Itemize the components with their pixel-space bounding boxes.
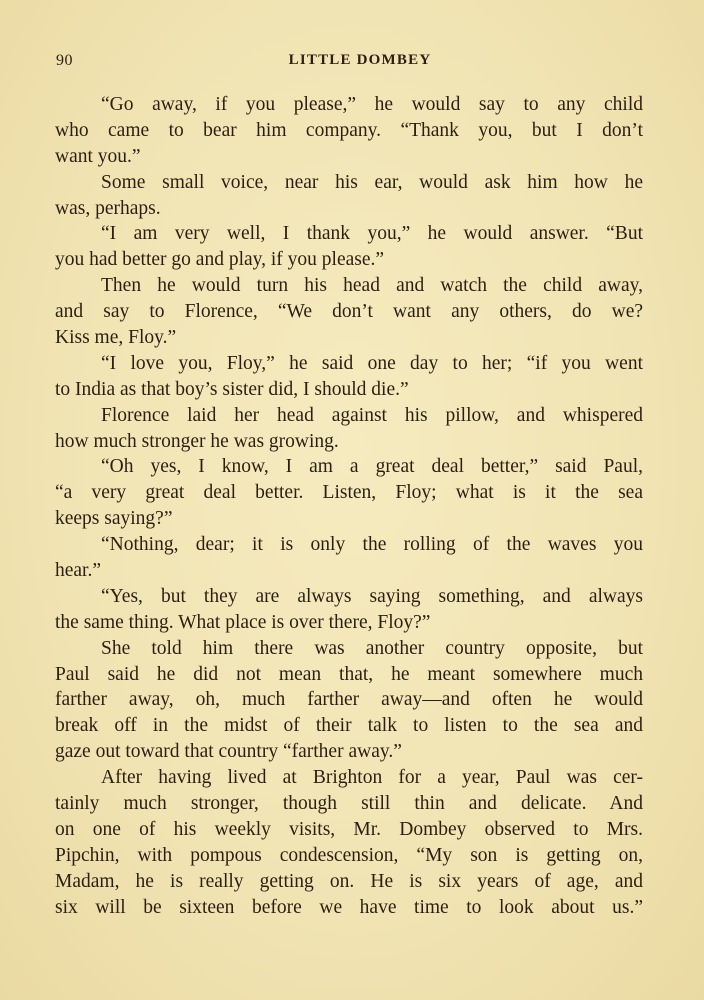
text-line: Pipchin, with pompous condescension, “My son is getting on, — [55, 844, 643, 866]
text-line: Florence laid her head against his pillow, and whispered — [101, 404, 643, 426]
text-line: After having lived at Brighton for a year, Paul was cer- — [101, 767, 643, 789]
text-line: six will be sixteen before we have time to look about us.” — [55, 896, 643, 918]
text-line: Kiss me, Floy.” — [55, 327, 177, 349]
text-line: the same thing. What place is over there, Floy?” — [55, 611, 431, 633]
text-line: gaze out toward that country “farther away.” — [55, 741, 402, 763]
text-line: “Nothing, dear; it is only the rolling of the waves you — [101, 534, 643, 556]
running-head — [56, 52, 646, 74]
text-line: on one of his weekly visits, Mr. Dombey observed to Mrs. — [55, 818, 643, 840]
text-line: “a very great deal better. Listen, Floy; what is it the sea — [55, 482, 643, 504]
text-line: keeps saying?” — [55, 508, 173, 530]
text-line: want you.” — [55, 145, 141, 167]
text-line: Paul said he did not mean that, he meant somewhere much — [55, 663, 643, 685]
text-line: “Oh yes, I know, I am a great deal better,” said Paul, — [101, 456, 643, 478]
text-line: was, perhaps. — [55, 197, 161, 219]
page-number: 90 — [56, 52, 73, 69]
text-line: to India as that boy’s sister did, I should die.” — [55, 378, 409, 400]
text-line: Some small voice, near his ear, would ask him how he — [101, 171, 643, 193]
body-text — [55, 92, 643, 921]
text-line: “Yes, but they are always saying something, and always — [101, 585, 643, 607]
running-title: LITTLE DOMBEY — [288, 52, 432, 68]
text-line: tainly much stronger, though still thin and delicate. And — [55, 793, 643, 815]
text-line: “I am very well, I thank you,” he would answer. “But — [101, 223, 643, 245]
text-line: you had better go and play, if you please.” — [55, 249, 385, 271]
text-line: “I love you, Floy,” he said one day to her; “if you went — [101, 352, 643, 374]
text-line: She told him there was another country opposite, but — [101, 637, 643, 659]
text-line: break off in the midst of their talk to listen to the sea and — [55, 715, 643, 737]
text-line: who came to bear him company. “Thank you, but I don’t — [55, 119, 643, 141]
text-line: and say to Florence, “We don’t want any others, do we? — [55, 301, 643, 323]
text-line: “Go away, if you please,” he would say to any child — [101, 94, 643, 115]
text-line: how much stronger he was growing. — [55, 430, 339, 452]
text-line: hear.” — [55, 560, 102, 582]
text-line: farther away, oh, much farther away—and often he would — [55, 689, 643, 711]
text-line: Madam, he is really getting on. He is six years of age, and — [55, 870, 643, 892]
text-line: Then he would turn his head and watch the child away, — [101, 275, 643, 297]
